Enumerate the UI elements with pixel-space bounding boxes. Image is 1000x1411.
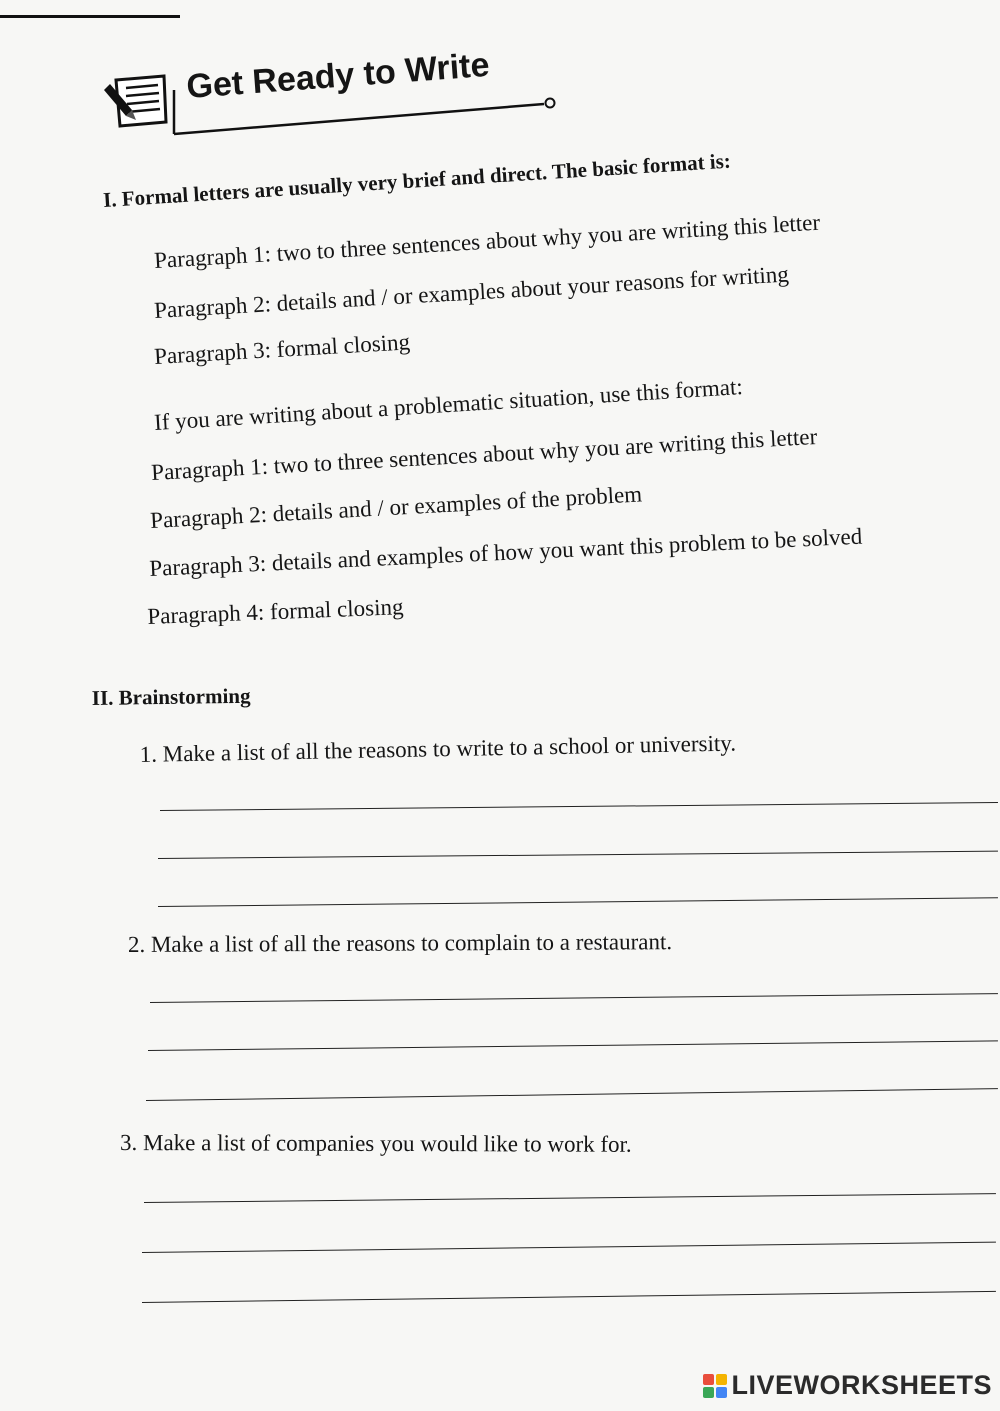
answer-line[interactable] <box>150 993 998 1003</box>
problem-format-intro: If you are writing about a problematic situation, use this format: <box>153 374 744 436</box>
answer-line[interactable] <box>146 1088 998 1101</box>
answer-line[interactable] <box>142 1242 996 1253</box>
section-2-heading: II. Brainstorming <box>91 683 251 711</box>
answer-line[interactable] <box>158 851 998 859</box>
top-rule <box>0 15 180 18</box>
problem-format-paragraph-2: Paragraph 2: details and / or examples of the problem <box>149 481 643 534</box>
liveworksheets-watermark <box>703 1370 992 1401</box>
question-2: 2. Make a list of all the reasons to complain to a restaurant. <box>127 929 673 957</box>
question-1: 1. Make a list of all the reasons to write to a school or university. <box>139 730 737 768</box>
basic-format-paragraph-3: Paragraph 3: formal closing <box>153 329 411 370</box>
section-1-heading: I. Formal letters are usually very brief and direct. The basic format is: <box>102 148 732 213</box>
basic-format-paragraph-1: Paragraph 1: two to three sentences about why you are writing this letter <box>153 209 821 274</box>
answer-line[interactable] <box>144 1193 996 1203</box>
question-3: 3. Make a list of companies you would like to work for. <box>120 1130 632 1157</box>
answer-line[interactable] <box>160 802 998 811</box>
watermark-text: LIVEWORKSHEETS <box>731 1370 992 1400</box>
pencil-paper-icon <box>102 74 170 130</box>
problem-format-paragraph-4: Paragraph 4: formal closing <box>147 594 404 630</box>
page-title: Get Ready to Write <box>185 45 491 107</box>
answer-line[interactable] <box>148 1040 998 1051</box>
problem-format-paragraph-3: Paragraph 3: details and examples of how you want this problem to be solved <box>148 523 863 582</box>
problem-format-paragraph-1: Paragraph 1: two to three sentences about why you are writing this letter <box>150 423 818 486</box>
answer-line[interactable] <box>142 1291 996 1303</box>
basic-format-paragraph-2: Paragraph 2: details and / or examples about your reasons for writing <box>153 261 790 324</box>
answer-line[interactable] <box>158 897 998 907</box>
header <box>102 45 572 147</box>
liveworksheets-logo-icon <box>703 1374 727 1398</box>
